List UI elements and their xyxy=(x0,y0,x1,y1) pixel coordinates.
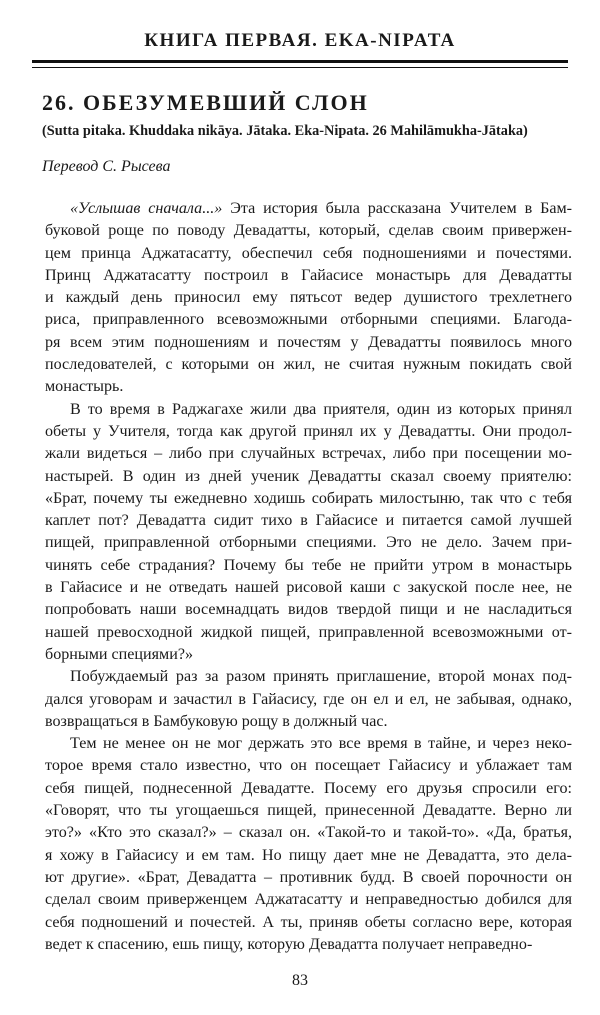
line-text: «Говорят, что ты угощаешься пищей, принесенной Девадатте. Верно ли xyxy=(45,802,572,820)
paragraph xyxy=(45,198,572,399)
line-text: торое время стало известно, что он посещает Гайасису и ублажает там xyxy=(45,757,572,775)
header-rule-thin xyxy=(32,67,568,68)
page-number: 83 xyxy=(292,972,308,989)
paragraph xyxy=(45,733,572,956)
line-text: я хожу в Гайасису и ем там. Но пищу дает мне не Девадатта, это делa- xyxy=(45,846,572,864)
line-text: дался уговорам и зачастил в Гайасису, где он ел и ел, не забывая, однако, xyxy=(45,690,572,708)
text-line xyxy=(45,309,572,331)
text-line xyxy=(45,376,572,398)
line-text: Эта история была рассказана Учителем в Бам- xyxy=(222,200,573,217)
line-text: сделал своим приверженцем Аджатасатту и неправедностью добился для xyxy=(45,891,572,909)
line-text: возвращаться в Бамбуковую рощу в должный час. xyxy=(45,712,388,730)
header-rule-thick xyxy=(32,60,568,63)
line-text: нашей превосходной жидкой пищей, приправленной всевозможными от- xyxy=(45,623,572,641)
text-line xyxy=(45,778,572,800)
line-text: попробовать наши восемнадцать видов твердой пищи и не насладиться xyxy=(45,601,572,619)
text-line xyxy=(45,443,572,465)
line-text: Побуждаемый раз за разом принять приглашение, второй монах под- xyxy=(70,668,572,686)
line-text: себя подношений и почестей. А ты, приняв обеты согласно вере, которая xyxy=(45,913,572,931)
text-line xyxy=(45,332,572,354)
line-text: жали видеться – либо при случайных встречах, либо при посещении мо- xyxy=(45,445,572,463)
text-line xyxy=(45,243,572,265)
line-text: В то время в Раджагахе жили два приятеля, один из которых принял xyxy=(70,400,572,418)
line-text: пищей, приправленной отборными специями. Это не дело. Зачем при- xyxy=(45,534,572,552)
text-line xyxy=(45,666,572,688)
text-line xyxy=(45,644,572,666)
text-line xyxy=(45,577,572,599)
text-line xyxy=(45,822,572,844)
line-text: настырей. В один из дней ученик Девадатты сказал своему приятелю: xyxy=(45,467,572,485)
text-line xyxy=(45,287,572,309)
line-text: «Брат, почему ты ежедневно ходишь собирать милостыню, так что с тебя xyxy=(45,489,572,507)
line-text: борными специями?» xyxy=(45,645,194,663)
line-text: Принц Аджатасатту построил в Гайасисе монастырь для Девадатты xyxy=(45,266,572,284)
paragraph xyxy=(45,666,572,733)
running-head: КНИГА ПЕРВАЯ. EKA-NIPATA xyxy=(144,30,456,51)
text-line xyxy=(45,198,572,220)
line-text: и каждый день приносил ему пятьсот ведер душистого трехлетнего xyxy=(45,289,572,307)
text-line xyxy=(45,354,572,376)
text-line xyxy=(45,912,572,934)
line-text: ют другие». «Брат, Девадатта – противник будд. В своей порочности он xyxy=(45,868,572,886)
line-text: чинять себе страдания? Почему бы тебе не прийти утром в монастырь xyxy=(45,556,572,574)
line-text: обеты у Учителя, тогда как другой принял их у Девадатты. Они продол- xyxy=(45,422,572,440)
text-line xyxy=(45,934,572,956)
line-text: монастырь. xyxy=(45,378,124,396)
line-text: цем принца Аджатасатту, обеспечил себя подношениями и почестями. xyxy=(45,244,572,262)
opening-quote: «Услышав сначала...» xyxy=(70,200,223,217)
text-line xyxy=(45,488,572,510)
text-line xyxy=(45,867,572,889)
source-citation: (Sutta pitaka. Khuddaka nikāya. Jātaka. Eka-Nipata. 26 Mahilāmukha-Jātaka) xyxy=(42,123,528,139)
text-line xyxy=(45,265,572,287)
text-line xyxy=(45,622,572,644)
translator-credit: Перевод С. Рысева xyxy=(42,158,171,175)
text-line xyxy=(45,532,572,554)
text-line xyxy=(45,399,572,421)
text-line xyxy=(45,711,572,733)
line-text: буковой роще по поводу Девадатты, который, сделав своим привержен- xyxy=(45,222,572,240)
text-line xyxy=(45,510,572,532)
text-line xyxy=(45,800,572,822)
body-text xyxy=(45,198,572,956)
text-line xyxy=(45,689,572,711)
line-text: последователей, с которыми он жил, не считая нужным покидать свой xyxy=(45,356,572,374)
line-text: риса, приправленного всевозможными отборными специями. Благода- xyxy=(45,311,572,329)
text-line xyxy=(45,599,572,621)
line-text: ведет к спасению, ешь пищу, которую Девадатта получает неправедно- xyxy=(45,935,533,953)
line-text: это?» «Кто это сказал?» – сказал он. «Такой-то и такой-то». «Да, братья, xyxy=(45,824,572,842)
line-text: себя пищей, поднесенной Девадатте. Посему его друзья спросили его: xyxy=(45,779,572,797)
text-line xyxy=(45,755,572,777)
text-line xyxy=(45,220,572,242)
paragraph xyxy=(45,399,572,667)
text-line xyxy=(45,421,572,443)
text-line xyxy=(45,733,572,755)
line-text: Тем не менее он не мог держать это все время в тайне, и через неко- xyxy=(70,735,572,753)
line-text: в Гайасисе и не отведать нашей рисовой каши с закуской после нее, не xyxy=(45,579,572,597)
line-text: ря всем этим подношениям и почестям у Девадатты появилось много xyxy=(45,333,572,351)
text-line xyxy=(45,845,572,867)
text-line xyxy=(45,889,572,911)
chapter-title: 26. ОБЕЗУМЕВШИЙ СЛОН xyxy=(42,90,369,115)
line-text: каплет пот? Девадатта сидит тихо в Гайасисе и питается самой лучшей xyxy=(45,512,572,530)
text-line xyxy=(45,555,572,577)
text-line xyxy=(45,466,572,488)
